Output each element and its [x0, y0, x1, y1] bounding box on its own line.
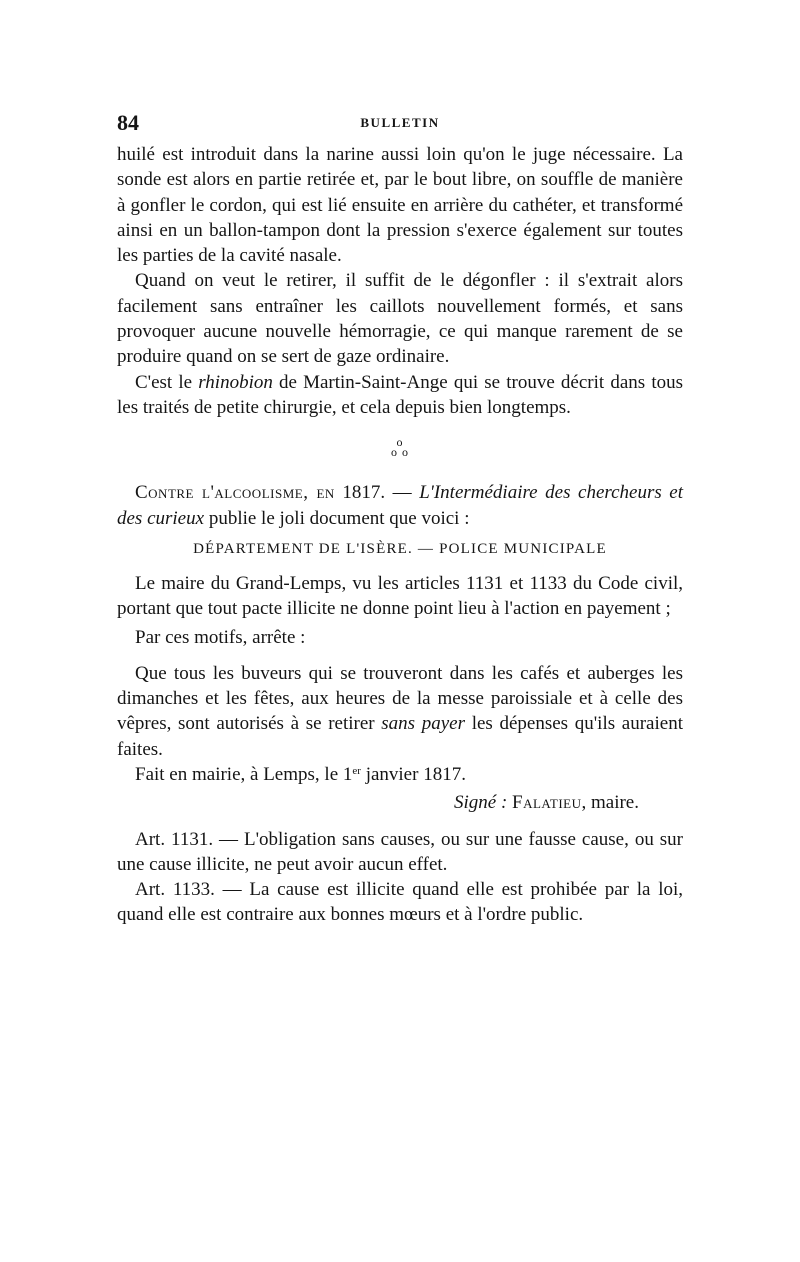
- department-heading: DÉPARTEMENT DE L'ISÈRE. — POLICE MUNICIPALE: [193, 540, 607, 557]
- decree-preamble: Le maire du Grand-Lemps, vu les articles 1131 et 1133 du Code civil, portant que tout pacte illicite ne donne point lieu à l'action en payement ;: [117, 572, 683, 620]
- source-title: L'Intermédiaire des chercheurs et des curieux: [117, 482, 683, 529]
- section-intro-rest: publie le joli document que voici :: [204, 507, 470, 529]
- signature-line: [117, 790, 683, 815]
- section-intro: [117, 480, 683, 531]
- section-heading: Contre l'alcoolisme, en: [135, 482, 335, 504]
- signed-label: Signé :: [453, 792, 508, 814]
- decree-motifs: Par ces motifs, arrête :: [135, 627, 306, 649]
- decree-order-end: les dépenses qu'ils auraient faites.: [117, 713, 683, 760]
- page-number: 84: [117, 110, 139, 135]
- section-year: 1817. —: [334, 482, 420, 504]
- decree-order-text: Que tous les buveurs qui se trouveront dans les cafés et auberges les dimanches et les fêtes, aux heures de la messe paroissiale et à celle des vêpres, sont autorisés à se retirer: [117, 662, 683, 735]
- running-header: [117, 110, 683, 142]
- decree-sans-payer: sans payer: [381, 713, 466, 735]
- rhinobion-term: rhinobion: [198, 371, 273, 393]
- signatory-title: , maire.: [581, 792, 639, 814]
- decree-date-end: janvier 1817.: [360, 763, 466, 785]
- decree-date: [117, 762, 683, 787]
- rhinobion-rest: de Martin-Saint-Ange qui se trouve décrit dans tous les traités de petite chirurgie, et cela depuis bien longtemps.: [117, 371, 683, 418]
- ornament-top: o: [396, 435, 404, 450]
- decree-date-start: Fait en mairie, à Lemps, le 1: [135, 763, 353, 785]
- article-1133: Art. 1133. — La cause est illicite quand elle est prohibée par la loi, quand elle est contraire aux bonnes mœurs et à l'ordre public.: [117, 879, 683, 926]
- paragraph-rhinobion: [117, 370, 683, 421]
- paragraph-removal: Quand on veut le retirer, il suffit de le dégonfler : il s'extrait alors facilement sans entraîner les caillots nouvellement formés, et sans provoquer aucune nouvelle hémorragie, ce qui manque rarement de se produire quand on se sert de gaze ordinaire.: [117, 270, 683, 368]
- signatory-name: Falatieu: [512, 792, 582, 814]
- section-ornament: [117, 437, 683, 470]
- ornament-bottom: o o: [391, 445, 409, 460]
- book-page: [117, 110, 683, 928]
- decree-order: [117, 661, 683, 762]
- running-title: BULLETIN: [360, 115, 440, 130]
- decree-date-sup: er: [352, 764, 361, 777]
- paragraph-balloon-tampon: huilé est introduit dans la narine aussi loin qu'on le juge nécessaire. La sonde est alors en partie retirée et, par le bout libre, on souffle de manière à gonfler le cordon, qui est lié ensuite en arrière du cathéter, et transformé ainsi en un ballon-tampon dont la pression s'exerce également sur toutes les parties de la cavité nasale.: [117, 144, 683, 267]
- rhinobion-intro: C'est le: [135, 371, 199, 393]
- article-1131: Art. 1131. — L'obligation sans causes, ou sur une fausse cause, ou sur une cause illicite, ne peut avoir aucun effet.: [117, 828, 683, 875]
